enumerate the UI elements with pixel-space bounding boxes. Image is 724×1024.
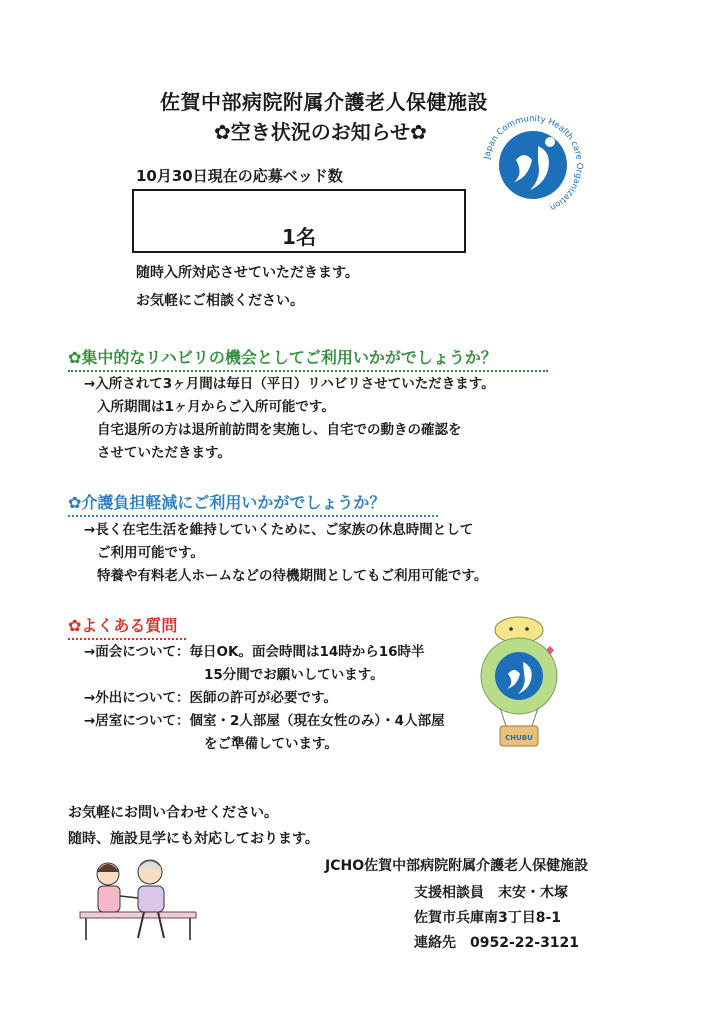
elder-body [138,886,164,912]
respite-line: 特養や有料老人ホームなどの待機期間としてもご利用可能です。 [97,568,488,584]
admission-note: 随時入所対応させていただきます。 [136,265,359,281]
flower-icon: ✿ [410,120,427,144]
consult-note: お気軽にご相談ください。 [136,293,304,309]
logo-ring-text: Japan Community Health care Organization [482,113,585,213]
respite-line: →長く在宅生活を維持していくために、ご家族の休息時間として [84,522,474,538]
jcho-logo [478,110,588,220]
rehab-text [84,373,495,465]
bench [80,912,196,918]
rehab-line: 自宅退所の方は退所前訪問を実施し、自宅での動きの確認を [97,422,462,438]
logo-dot [545,137,555,147]
elder-hair [138,861,162,868]
facility-title: 佐賀中部病院附属介護老人保健施設 [160,90,488,114]
address: 佐賀市兵庫南3丁目8-1 [414,910,562,926]
respite-line: ご利用可能です。 [97,545,204,561]
notice-title [214,116,427,145]
balloon-mascot [478,614,560,750]
rehab-line: 入所期間は1ヶ月からご入所可能です。 [97,399,335,415]
mascot-label: CHUBU [505,734,533,742]
flower-icon: ✿ [214,120,231,144]
caregiver-body [98,886,120,912]
phone-number: 連絡先 0952-22-3121 [414,935,580,951]
faq-line: →面会について：毎日OK。面会時間は14時から16時半 [84,644,425,660]
inquiry-invite: お気軽にお問い合わせください。 [68,805,278,821]
faq-line: →外出について：医師の許可が必要です。 [84,690,337,706]
mascot-eye [525,627,529,631]
respite-heading: ✿介護負担軽減にご利用いかがでしょうか？ [68,490,438,517]
faq-line: をご準備しています。 [204,736,338,752]
notice-title-text: 空き状況のお知らせ [230,120,411,144]
rehab-line: →入所されて3ヶ月間は毎日（平日）リハビリさせていただきます。 [84,376,495,392]
faq-heading: ✿よくある質問 [68,613,186,640]
respite-text [84,519,487,588]
facility-name: JCHO佐賀中部病院附属介護老人保健施設 [325,858,589,874]
faq-text [84,641,445,756]
faq-line: →居室について：個室・2人部屋（現在女性のみ）・4人部屋 [84,713,445,729]
faq-line: 15分間でお願いしています。 [204,667,384,683]
counselors: 支援相談員 末安・木塚 [414,885,568,901]
bed-count-box [132,189,466,253]
tour-invite: 随時、施設見学にも対応しております。 [68,831,319,847]
mascot-eye [509,627,513,631]
bed-count-value: 1名 [282,225,316,249]
rehab-line: させていただきます。 [97,445,231,461]
caregiver-hair [97,864,119,872]
rehab-heading: ✿集中的なリハビリの機会としてご利用いかがでしょうか？ [68,345,548,372]
caregiver-illustration [78,850,198,942]
bed-count-label: 10月30日現在の応募ベッド数 [136,167,343,185]
logo-circle [499,131,567,199]
